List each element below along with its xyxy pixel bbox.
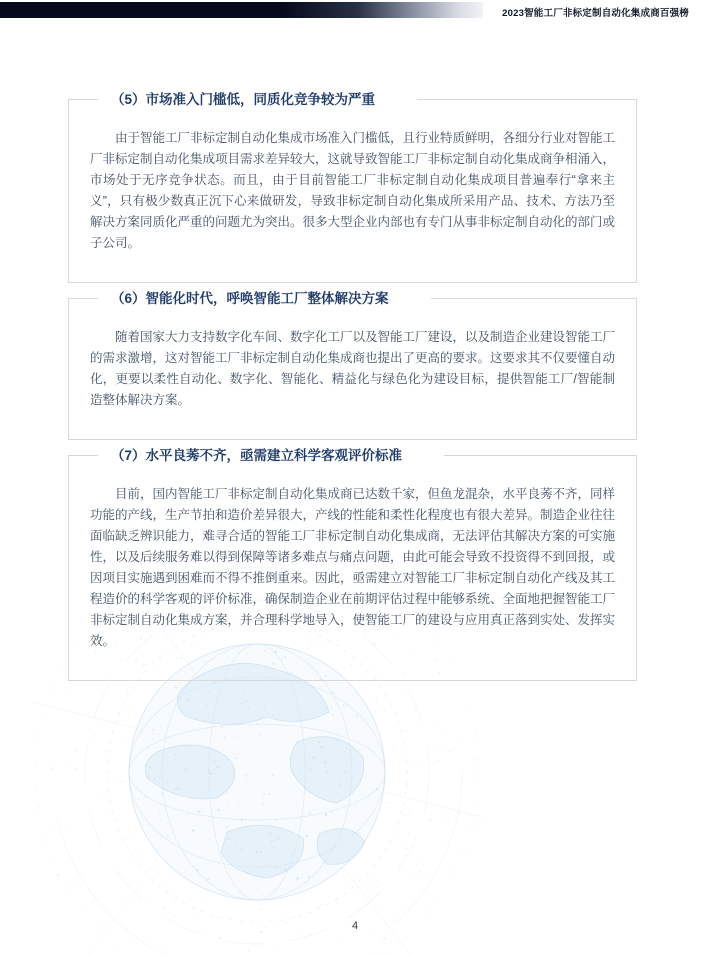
section-title: （5）市场准入门槛低，同质化竞争较为严重	[98, 90, 417, 110]
header-title: 2023智能工厂非标定制自动化集成商百强榜	[502, 8, 689, 19]
header-gradient-bar	[0, 2, 483, 18]
section-smart-era	[68, 291, 637, 440]
section-paragraph: 随着国家大力支持数字化车间、数字化工厂以及智能工厂建设，以及制造企业建设智能工厂的需求激增，这对智能工厂非标定制自动化集成商也提出了更高的要求。这要求其不仅要懂自动化，更要以柔性自动化、数字化、智能化、精益化与绿色化为建设目标，提供智能工厂/智能制造整体解决方案。	[90, 330, 616, 407]
section-paragraph: 由于智能工厂非标定制自动化集成市场准入门槛低，且行业特质鲜明，各细分行业对智能工厂非标定制自动化集成项目需求差异较大，这就导致智能工厂非标定制自动化集成商争相涌入，市场处于无序竞争状态。而且，由于目前智能工厂非标定制自动化集成项目普遍奉行“拿来主义”，只有极少数真正沉下心来做研发，导致非标定制自动化集成所采用产品、技术、方法乃至解决方案同质化严重的问题尤为突出。很多大型企业内部也有专门从事非标定制自动化的部门或子公司。	[90, 131, 616, 250]
main-content	[68, 92, 637, 696]
section-evaluation-standard	[68, 448, 637, 681]
section-paragraph: 目前，国内智能工厂非标定制自动化集成商已达数千家，但鱼龙混杂，水平良莠不齐，同样功能的产线，生产节拍和造价差异很大，产线的性能和柔性化程度也有很大差异。制造企业往往面临缺乏辨识能力，难寻合适的智能工厂非标定制自动化集成商，无法评估其解决方案的可实施性，以及后续服务难以得到保障等诸多难点与痛点问题，由此可能会导致不投资得不到回报，或因项目实施遇到困难而不得不推倒重来。因此，亟需建立对智能工厂非标定制自动化产线及其工程造价的科学客观的评价标准，确保制造企业在前期评估过程中能够系统、全面地把握智能工厂非标定制自动化集成方案，并合理科学地导入，使智能工厂的建设与应用真正落到实处、发挥实效。	[90, 487, 616, 648]
section-market-entry	[68, 92, 637, 283]
section-title: （7）水平良莠不齐，亟需建立科学客观评价标准	[98, 446, 444, 466]
section-title: （6）智能化时代，呼唤智能工厂整体解决方案	[98, 289, 431, 309]
page-number: 4	[351, 920, 359, 932]
